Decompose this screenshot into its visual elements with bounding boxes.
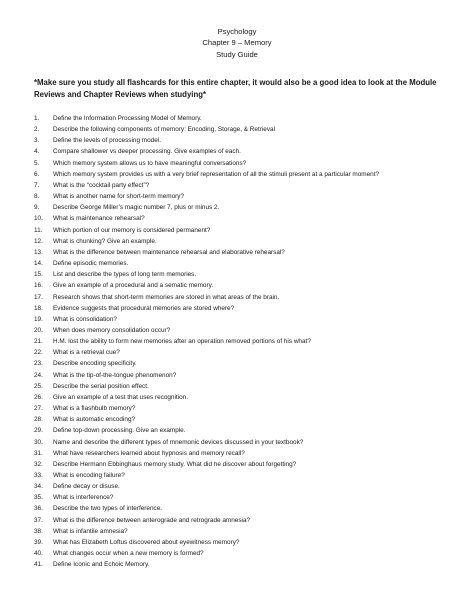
question-text: What is consolidation? <box>53 315 117 323</box>
list-item <box>34 146 454 157</box>
question-number: 16. <box>34 282 43 290</box>
question-number: 11. <box>34 226 43 234</box>
list-item <box>34 481 454 492</box>
list-item <box>34 370 454 381</box>
question-text: What is maintenance rehearsal? <box>53 215 145 223</box>
question-number: 19. <box>34 315 43 323</box>
study-notice: *Make sure you study all flashcards for this entire chapter, it would also be a good idea to look at the Module Reviews and Chapter Reviews when studying* <box>34 78 437 99</box>
list-item <box>34 303 454 314</box>
list-item <box>34 492 454 503</box>
list-item <box>34 225 454 236</box>
list-item <box>34 202 454 213</box>
question-text: Define Iconic and Echoic Memory. <box>53 561 150 569</box>
list-item <box>34 503 454 514</box>
question-number: 34. <box>34 483 43 491</box>
question-text: What is the difference between maintenance rehearsal and elaborative rehearsal? <box>53 248 285 256</box>
list-item <box>34 169 454 180</box>
question-text: Describe the following components of memory: Encoding, Storage, & Retrieval <box>53 126 276 134</box>
list-item <box>34 191 454 202</box>
question-number: 12. <box>34 237 43 245</box>
question-number: 5. <box>34 159 40 167</box>
list-item <box>34 526 454 537</box>
question-number: 40. <box>34 550 43 558</box>
question-list <box>34 113 454 570</box>
list-item <box>34 325 454 336</box>
chapter-title: Chapter 9 – Memory <box>202 38 272 48</box>
list-item <box>34 459 454 470</box>
question-number: 31. <box>34 449 43 457</box>
list-item <box>34 437 454 448</box>
document-title: Study Guide <box>216 49 258 59</box>
list-item <box>34 470 454 481</box>
question-text: Describe the two types of interference. <box>53 505 163 513</box>
list-item <box>34 548 454 559</box>
question-number: 9. <box>34 204 40 212</box>
question-text: When does memory consolidation occur? <box>53 326 171 334</box>
question-number: 28. <box>34 416 43 424</box>
list-item <box>34 414 454 425</box>
question-text: What have researchers learned about hypnosis and memory recall? <box>53 449 245 457</box>
question-number: 36. <box>34 505 43 513</box>
question-number: 4. <box>34 148 40 156</box>
list-item <box>34 336 454 347</box>
question-number: 15. <box>34 271 43 279</box>
question-text: Which portion of our memory is considered permanent? <box>53 226 211 234</box>
question-text: What is chunking? Give an example. <box>53 237 157 245</box>
list-item <box>34 381 454 392</box>
question-number: 21. <box>34 338 43 346</box>
list-item <box>34 403 454 414</box>
question-number: 29. <box>34 427 43 435</box>
question-number: 13. <box>34 248 43 256</box>
question-text: Describe encoding specificity. <box>53 360 137 368</box>
question-number: 37. <box>34 516 43 524</box>
question-number: 27. <box>34 405 43 413</box>
question-number: 14. <box>34 260 43 268</box>
list-item <box>34 392 454 403</box>
question-text: Describe the serial position effect. <box>53 382 149 390</box>
question-text: What changes occur when a new memory is formed? <box>53 550 204 558</box>
question-text: Which memory system allows us to have meaningful conversations? <box>53 159 247 167</box>
question-text: H.M. lost the ability to form new memories after an operation removed portions of his what? <box>53 338 311 346</box>
question-number: 24. <box>34 371 43 379</box>
question-number: 2. <box>34 126 40 134</box>
list-item <box>34 425 454 436</box>
question-number: 22. <box>34 349 43 357</box>
question-text: Research shows that short-term memories are stored in what areas of the brain. <box>53 293 280 301</box>
question-text: Give an example of a test that uses recognition. <box>53 393 188 401</box>
list-item <box>34 113 454 124</box>
question-number: 23. <box>34 360 43 368</box>
list-item <box>34 135 454 146</box>
question-text: What is a flashbulb memory? <box>53 405 136 413</box>
question-number: 6. <box>34 170 40 178</box>
question-number: 20. <box>34 326 43 334</box>
list-item <box>34 559 454 570</box>
question-number: 10. <box>34 215 43 223</box>
list-item <box>34 515 454 526</box>
question-number: 25. <box>34 382 43 390</box>
list-item <box>34 448 454 459</box>
question-text: Define the levels of processing model. <box>53 137 161 145</box>
question-number: 18. <box>34 304 43 312</box>
list-item <box>34 236 454 247</box>
question-number: 3. <box>34 137 40 145</box>
question-text: Compare shallower vs deeper processing. Give examples of each. <box>53 148 241 156</box>
question-number: 26. <box>34 393 43 401</box>
question-text: Give an example of a procedural and a sematic memory. <box>53 282 214 290</box>
question-text: What is the “cocktail party effect”? <box>53 181 150 189</box>
question-number: 35. <box>34 494 43 502</box>
question-number: 8. <box>34 193 40 201</box>
question-number: 38. <box>34 527 43 535</box>
question-text: What is a retrieval cue? <box>53 349 120 357</box>
question-text: Define decay or disuse. <box>53 483 120 491</box>
question-text: What is infantile amnesia? <box>53 527 128 535</box>
question-text: Define top-down processing. Give an example. <box>53 427 186 435</box>
list-item <box>34 258 454 269</box>
question-text: What is interference? <box>53 494 114 502</box>
question-text: What is automatic encoding? <box>53 416 136 424</box>
list-item <box>34 213 454 224</box>
question-text: Which memory system provides us with a very brief representation of all the stimuli present at a particular moment? <box>53 170 380 178</box>
question-number: 41. <box>34 561 43 569</box>
question-number: 1. <box>34 115 40 122</box>
list-item <box>34 314 454 325</box>
question-number: 17. <box>34 293 43 301</box>
question-text: What is the tip-of-the-tongue phenomenon? <box>53 371 177 379</box>
list-item <box>34 124 454 135</box>
question-text: What is another name for short-term memory? <box>53 193 185 201</box>
list-item <box>34 537 454 548</box>
list-item <box>34 247 454 258</box>
question-text: Evidence suggests that procedural memories are stored where? <box>53 304 235 312</box>
question-text: Define episodic memories. <box>53 260 129 268</box>
question-number: 30. <box>34 438 43 446</box>
question-number: 32. <box>34 460 43 468</box>
question-text: Describe George Miller’s magic number 7, plus or minus 2. <box>53 204 220 212</box>
question-text: What is encoding failure? <box>53 472 125 479</box>
subject-title: Psychology <box>217 27 257 36</box>
question-text: What has Elizabeth Loftus discovered about eyewitness memory? <box>53 538 240 546</box>
list-item <box>34 269 454 280</box>
question-text: Describe Hermann Ebbinghaus memory study. What did he discover about forgetting? <box>53 460 297 468</box>
question-number: 33. <box>34 472 43 479</box>
list-item <box>34 158 454 169</box>
document-header <box>0 26 474 60</box>
list-item <box>34 180 454 191</box>
list-item <box>34 292 454 303</box>
list-item <box>34 347 454 358</box>
question-number: 39. <box>34 538 43 546</box>
question-text: Name and describe the different types of mnemonic devices discussed in your textbook? <box>53 438 304 446</box>
list-item <box>34 280 454 291</box>
list-item <box>34 358 454 369</box>
question-text: What is the difference between anterograde and retrograde amnesia? <box>53 516 251 524</box>
question-number: 7. <box>34 181 40 189</box>
question-text: Define the Information Processing Model of Memory. <box>53 115 202 122</box>
question-text: List and describe the types of long term memories. <box>53 271 197 279</box>
